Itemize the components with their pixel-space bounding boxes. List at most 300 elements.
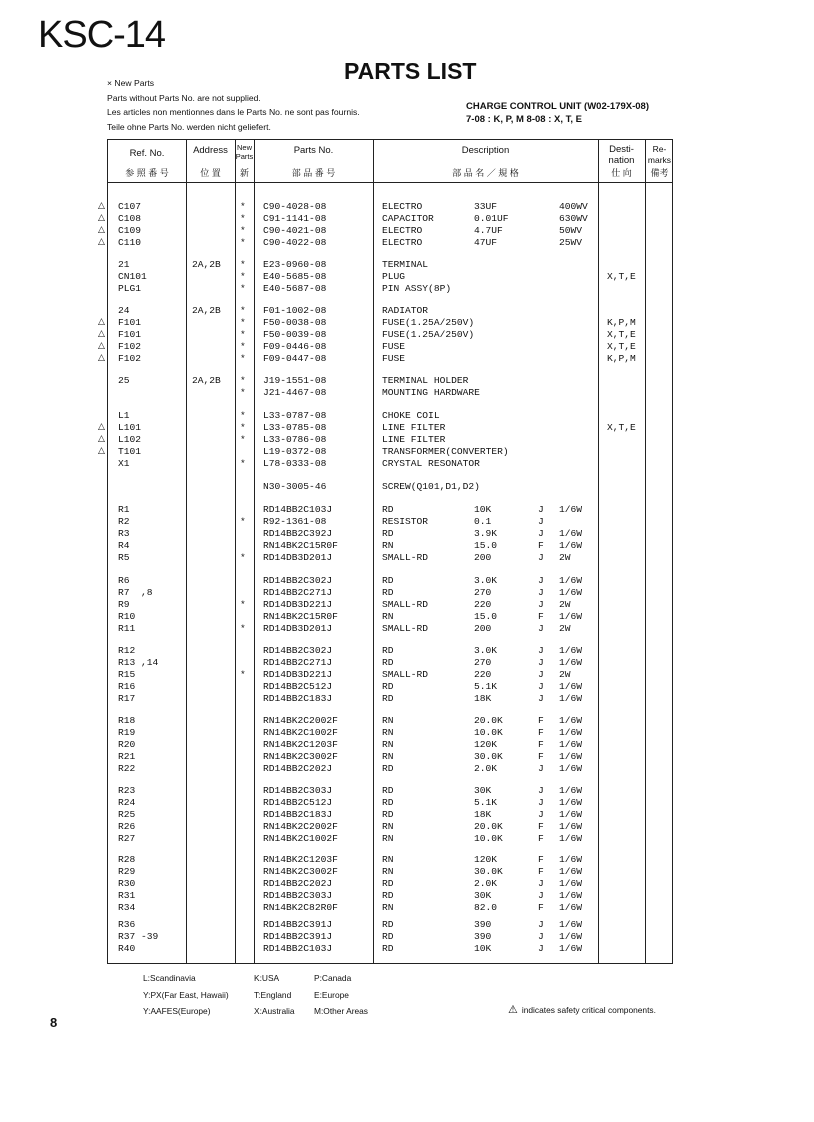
cell-pn: F09-0447-08 [263, 353, 327, 364]
cell-d3: F [538, 866, 544, 877]
cell-ref: R26 [118, 821, 136, 832]
cell-pn: RD14BB2C202J [263, 763, 333, 774]
cell-pn: RN14BK2C1002F [263, 833, 338, 844]
cell-pn: RN14BK2C3002F [263, 866, 338, 877]
cell-d3: J [538, 528, 544, 539]
cell-pn: RD14BB2C302J [263, 645, 333, 656]
cell-pn: RD14BB2C202J [263, 878, 333, 889]
note-de: Teile ohne Parts No. werden nicht geliefert. [107, 121, 271, 132]
table-row [108, 902, 674, 914]
cell-ref: L1 [118, 410, 130, 421]
cell-d1: SCREW(Q101,D1,D2) [382, 481, 480, 492]
cell-d4: 1/6W [559, 504, 583, 515]
cell-d4: 1/6W [559, 809, 583, 820]
table-row [108, 645, 674, 657]
cell-d2: 15.0 [474, 540, 498, 551]
cell-ref: R5 [118, 552, 130, 563]
cell-new: * [240, 516, 246, 527]
cell-d1: RD [382, 890, 394, 901]
safety-triangle-icon: △ [98, 434, 105, 444]
cell-d1: LINE FILTER [382, 434, 446, 445]
legend-col-1 [143, 970, 229, 1020]
cell-d3: J [538, 645, 544, 656]
safety-triangle-icon: △ [98, 353, 105, 363]
cell-d1: FUSE(1.25A/250V) [382, 317, 475, 328]
table-row [108, 715, 674, 727]
cell-d4: 1/6W [559, 797, 583, 808]
table-row [108, 422, 674, 434]
cell-ref: R10 [118, 611, 136, 622]
cell-d2: 120K [474, 739, 498, 750]
cell-pn: C91-1141-08 [263, 213, 327, 224]
cell-d1: RD [382, 943, 394, 954]
cell-ref: C109 [118, 225, 142, 236]
cell-d2: 10.0K [474, 727, 503, 738]
cell-d3: J [538, 693, 544, 704]
col-header-destination-jp: 仕 向 [611, 168, 632, 178]
cell-d3: J [538, 919, 544, 930]
cell-d2: 3.9K [474, 528, 498, 539]
unit-info [466, 100, 649, 126]
cell-d4: 1/6W [559, 727, 583, 738]
legend-item: E:Europe [314, 989, 349, 1000]
cell-ref: CN101 [118, 271, 147, 282]
cell-pn: L33-0786-08 [263, 434, 327, 445]
col-header-address: Address [193, 145, 228, 156]
cell-d2: 220 [474, 599, 492, 610]
cell-dest: X,T,E [607, 341, 636, 352]
cell-ref: R30 [118, 878, 136, 889]
col-header-ref-jp: 参 照 番 号 [125, 168, 169, 178]
cell-d1: TERMINAL HOLDER [382, 375, 469, 386]
cell-new: * [240, 623, 246, 634]
cell-d4: 1/6W [559, 681, 583, 692]
cell-pn: RN14BK2C1203F [263, 739, 338, 750]
cell-d2: 47UF [474, 237, 498, 248]
cell-ref: R9 [118, 599, 130, 610]
cell-ref: R29 [118, 866, 136, 877]
safety-triangle-icon: △ [98, 329, 105, 339]
cell-d1: RD [382, 931, 394, 942]
cell-d4: 1/6W [559, 878, 583, 889]
cell-d4: 1/6W [559, 575, 583, 586]
cell-pn: F50-0038-08 [263, 317, 327, 328]
cell-d3: J [538, 785, 544, 796]
cell-ref: R40 [118, 943, 136, 954]
cell-pn: RD14DB3D201J [263, 623, 333, 634]
cell-d3: F [538, 833, 544, 844]
unit-name: CHARGE CONTROL UNIT (W02-179X-08) [466, 101, 649, 112]
table-row [108, 552, 674, 564]
cell-pn: RN14BK2C3002F [263, 751, 338, 762]
table-row [108, 833, 674, 845]
table-row [108, 528, 674, 540]
cell-d3: J [538, 504, 544, 515]
cell-d4: 2W [559, 669, 571, 680]
cell-d2: 33UF [474, 201, 498, 212]
table-row [108, 387, 674, 399]
note-en: Parts without Parts No. are not supplied. [107, 92, 261, 103]
cell-new: * [240, 225, 246, 236]
cell-dest: K,P,M [607, 353, 636, 364]
cell-d1: ELECTRO [382, 201, 423, 212]
table-row [108, 259, 674, 271]
cell-d2: 20.0K [474, 715, 503, 726]
cell-d1: SMALL-RD [382, 669, 429, 680]
cell-d1: RD [382, 763, 394, 774]
cell-dest: K,P,M [607, 317, 636, 328]
table-row [108, 878, 674, 890]
cell-d1: SMALL-RD [382, 623, 429, 634]
cell-d3: J [538, 763, 544, 774]
cell-new: * [240, 669, 246, 680]
cell-d4: 1/6W [559, 645, 583, 656]
cell-ref: 24 [118, 305, 130, 316]
cell-d1: RN [382, 540, 394, 551]
cell-pn: E40-5687-08 [263, 283, 327, 294]
table-row [108, 458, 674, 470]
safety-triangle-icon: △ [98, 213, 105, 223]
legend-item: K:USA [254, 973, 280, 983]
cell-pn: RD14BB2C183J [263, 693, 333, 704]
table-row [108, 693, 674, 705]
cell-ref: R2 [118, 516, 130, 527]
cell-pn: RN14BK2C2002F [263, 821, 338, 832]
cell-d4: 1/6W [559, 931, 583, 942]
col-header-description-jp: 部 品 名 ／ 規 格 [452, 168, 519, 178]
cell-dest: X,T,E [607, 422, 636, 433]
cell-d3: J [538, 681, 544, 692]
table-row [108, 410, 674, 422]
legend-item: T:England [254, 989, 292, 1000]
cell-d3: J [538, 623, 544, 634]
cell-d1: RD [382, 878, 394, 889]
cell-d3: F [538, 751, 544, 762]
cell-d4: 2W [559, 599, 571, 610]
cell-new: * [240, 599, 246, 610]
cell-pn: E23-0960-08 [263, 259, 327, 270]
cell-d1: RD [382, 528, 394, 539]
cell-pn: N30-3005-46 [263, 481, 327, 492]
cell-ref: R4 [118, 540, 130, 551]
table-row [108, 727, 674, 739]
cell-ref: F101 [118, 329, 142, 340]
cell-addr: 2A,2B [192, 375, 221, 386]
cell-d4: 1/6W [559, 943, 583, 954]
cell-new: * [240, 213, 246, 224]
model-number: KSC-14 [38, 14, 166, 56]
cell-d3: J [538, 575, 544, 586]
cell-d3: F [538, 854, 544, 865]
col-header-remarks: Re- marks [647, 144, 672, 165]
cell-d1: RD [382, 645, 394, 656]
table-row [108, 305, 674, 317]
cell-d4: 25WV [559, 237, 583, 248]
table-row [108, 446, 674, 458]
cell-d1: RESISTOR [382, 516, 429, 527]
legend-item: Y:AAFES(Europe) [143, 1006, 211, 1016]
cell-new: * [240, 329, 246, 340]
legend-item: X:Australia [254, 1006, 295, 1016]
cell-d4: 1/6W [559, 763, 583, 774]
cell-d3: F [538, 715, 544, 726]
cell-d2: 30K [474, 890, 492, 901]
cell-new: * [240, 341, 246, 352]
cell-dest: X,T,E [607, 271, 636, 282]
cell-d1: CHOKE COIL [382, 410, 440, 421]
cell-pn: RD14BB2C392J [263, 528, 333, 539]
cell-ref: F101 [118, 317, 142, 328]
cell-d1: RD [382, 504, 394, 515]
cell-d3: J [538, 931, 544, 942]
cell-pn: RN14BK2C1002F [263, 727, 338, 738]
table-row [108, 785, 674, 797]
cell-ref: R1 [118, 504, 130, 515]
cell-d1: SMALL-RD [382, 599, 429, 610]
safety-triangle-icon: △ [98, 446, 105, 456]
table-row [108, 283, 674, 295]
cell-d2: 0.01UF [474, 213, 509, 224]
table-row [108, 821, 674, 833]
col-header-destination: Desti- nation [608, 144, 635, 166]
cell-ref: R27 [118, 833, 136, 844]
table-row [108, 540, 674, 552]
page-number: 8 [50, 1015, 58, 1030]
cell-ref: L102 [118, 434, 142, 445]
safety-triangle-icon: △ [98, 422, 105, 432]
cell-new: * [240, 353, 246, 364]
table-row [108, 623, 674, 635]
cell-pn: RD14BB2C271J [263, 657, 333, 668]
header-divider [108, 182, 672, 183]
cell-new: * [240, 259, 246, 270]
cell-pn: RD14BB2C391J [263, 931, 333, 942]
table-row [108, 669, 674, 681]
table-row [108, 943, 674, 955]
cell-d2: 10K [474, 943, 492, 954]
cell-d1: RD [382, 681, 394, 692]
cell-d1: RN [382, 821, 394, 832]
cell-d1: CRYSTAL RESONATOR [382, 458, 480, 469]
cell-pn: RN14BK2C1203F [263, 854, 338, 865]
cell-d1: PIN ASSY(8P) [382, 283, 452, 294]
table-row [108, 237, 674, 249]
cell-pn: RN14BK2C15R0F [263, 611, 338, 622]
cell-ref: R3 [118, 528, 130, 539]
cell-d4: 1/6W [559, 587, 583, 598]
cell-d1: RD [382, 785, 394, 796]
cell-d3: F [538, 739, 544, 750]
cell-d1: RN [382, 833, 394, 844]
cell-d3: J [538, 809, 544, 820]
cell-d1: FUSE(1.25A/250V) [382, 329, 475, 340]
cell-d3: J [538, 943, 544, 954]
cell-new: * [240, 201, 246, 212]
cell-d2: 3.0K [474, 575, 498, 586]
cell-d2: 18K [474, 809, 492, 820]
cell-pn: RD14BB2C391J [263, 919, 333, 930]
col-header-new: New Parts [235, 143, 254, 161]
cell-d2: 2.0K [474, 878, 498, 889]
note-fr: Les articles non mentionnes dans le Parts No. ne sont pas fournis. [107, 107, 360, 117]
cell-new: * [240, 458, 246, 469]
cell-pn: RD14BB2C302J [263, 575, 333, 586]
cell-d3: F [538, 611, 544, 622]
cell-d2: 390 [474, 919, 492, 930]
cell-d3: J [538, 657, 544, 668]
cell-ref: R11 [118, 623, 136, 634]
cell-d1: RN [382, 866, 394, 877]
cell-d2: 18K [474, 693, 492, 704]
cell-ref: R25 [118, 809, 136, 820]
legend-item: L:Scandinavia [143, 973, 196, 983]
col-header-new-jp: 新 [239, 168, 249, 178]
cell-d2: 120K [474, 854, 498, 865]
col-header-partsno: Parts No. [293, 145, 334, 156]
cell-new: * [240, 410, 246, 421]
table-row [108, 739, 674, 751]
cell-ref: 21 [118, 259, 130, 270]
table-row [108, 434, 674, 446]
cell-d1: RD [382, 797, 394, 808]
cell-ref: R28 [118, 854, 136, 865]
cell-pn: RN14BK2C82R0F [263, 902, 338, 913]
cell-pn: C90-4022-08 [263, 237, 327, 248]
safety-note [508, 1003, 656, 1016]
cell-d4: 1/6W [559, 715, 583, 726]
cell-d1: RN [382, 611, 394, 622]
legend-item: Y:PX(Far East, Hawaii) [143, 989, 229, 1000]
cell-new: * [240, 422, 246, 433]
cell-pn: RN14BK2C15R0F [263, 540, 338, 551]
cell-d4: 1/6W [559, 739, 583, 750]
table-row [108, 213, 674, 225]
cell-new: * [240, 237, 246, 248]
cell-d1: TRANSFORMER(CONVERTER) [382, 446, 509, 457]
cell-d1: RN [382, 854, 394, 865]
cell-new: * [240, 305, 246, 316]
table-row [108, 931, 674, 943]
cell-d2: 2.0K [474, 763, 498, 774]
cell-d2: 15.0 [474, 611, 498, 622]
cell-d4: 1/6W [559, 866, 583, 877]
cell-d2: 5.1K [474, 797, 498, 808]
cell-d2: 270 [474, 657, 492, 668]
cell-d3: J [538, 797, 544, 808]
table-row [108, 516, 674, 528]
cell-d4: 1/6W [559, 854, 583, 865]
table-row [108, 809, 674, 821]
cell-d1: TERMINAL [382, 259, 429, 270]
cell-ref: L101 [118, 422, 142, 433]
cell-ref: R19 [118, 727, 136, 738]
cell-d1: RD [382, 693, 394, 704]
cell-ref: C108 [118, 213, 142, 224]
cell-pn: L33-0785-08 [263, 422, 327, 433]
cell-pn: RD14DB3D201J [263, 552, 333, 563]
cell-pn: C90-4021-08 [263, 225, 327, 236]
table-row [108, 866, 674, 878]
table-row [108, 329, 674, 341]
cell-ref: R22 [118, 763, 136, 774]
cell-d2: 200 [474, 552, 492, 563]
table-row [108, 341, 674, 353]
cell-d3: J [538, 890, 544, 901]
cell-ref: R16 [118, 681, 136, 692]
cell-pn: J21-4467-08 [263, 387, 327, 398]
cell-ref: R37 -39 [118, 931, 159, 942]
cell-d2: 4.7UF [474, 225, 503, 236]
cell-ref: R12 [118, 645, 136, 656]
legend-item: P:Canada [314, 973, 352, 983]
cell-ref: C107 [118, 201, 142, 212]
cell-ref: C110 [118, 237, 142, 248]
cell-ref: 25 [118, 375, 130, 386]
cell-d1: RN [382, 727, 394, 738]
cell-new: * [240, 271, 246, 282]
cell-d2: 5.1K [474, 681, 498, 692]
cell-pn: L19-0372-08 [263, 446, 327, 457]
cell-d4: 400WV [559, 201, 588, 212]
cell-ref: R34 [118, 902, 136, 913]
cell-ref: R13 ,14 [118, 657, 159, 668]
cell-d2: 390 [474, 931, 492, 942]
cell-d3: F [538, 902, 544, 913]
cell-d2: 10.0K [474, 833, 503, 844]
cell-ref: F102 [118, 341, 142, 352]
cell-d2: 10K [474, 504, 492, 515]
safety-triangle-icon: △ [98, 225, 105, 235]
cell-d1: RD [382, 919, 394, 930]
cell-ref: R36 [118, 919, 136, 930]
table-row [108, 504, 674, 516]
parts-table [107, 139, 673, 964]
cell-addr: 2A,2B [192, 305, 221, 316]
cell-d4: 1/6W [559, 785, 583, 796]
cell-d2: 30.0K [474, 866, 503, 877]
unit-variants: 7-08 : K, P, M 8-08 : X, T, E [466, 114, 582, 125]
cell-pn: RD14DB3D221J [263, 669, 333, 680]
table-row [108, 587, 674, 599]
cell-d3: J [538, 516, 544, 527]
cell-addr: 2A,2B [192, 259, 221, 270]
table-row [108, 763, 674, 775]
cell-d3: J [538, 552, 544, 563]
cell-pn: RN14BK2C2002F [263, 715, 338, 726]
cell-dest: X,T,E [607, 329, 636, 340]
cell-pn: RD14BB2C271J [263, 587, 333, 598]
cell-d4: 1/6W [559, 693, 583, 704]
cell-pn: C90-4028-08 [263, 201, 327, 212]
cell-d2: 20.0K [474, 821, 503, 832]
cell-d1: RN [382, 715, 394, 726]
cell-d4: 1/6W [559, 919, 583, 930]
table-row [108, 797, 674, 809]
cell-d2: 0.1 [474, 516, 492, 527]
cell-d3: F [538, 821, 544, 832]
cell-pn: RD14BB2C183J [263, 809, 333, 820]
cell-pn: F09-0446-08 [263, 341, 327, 352]
cell-d1: RD [382, 575, 394, 586]
table-row [108, 854, 674, 866]
cell-d1: CAPACITOR [382, 213, 434, 224]
safety-triangle-icon: △ [98, 201, 105, 211]
cell-d4: 1/6W [559, 890, 583, 901]
cell-d2: 82.0 [474, 902, 498, 913]
cell-d3: J [538, 599, 544, 610]
table-row [108, 225, 674, 237]
col-header-partsno-jp: 部 品 番 号 [291, 168, 336, 178]
